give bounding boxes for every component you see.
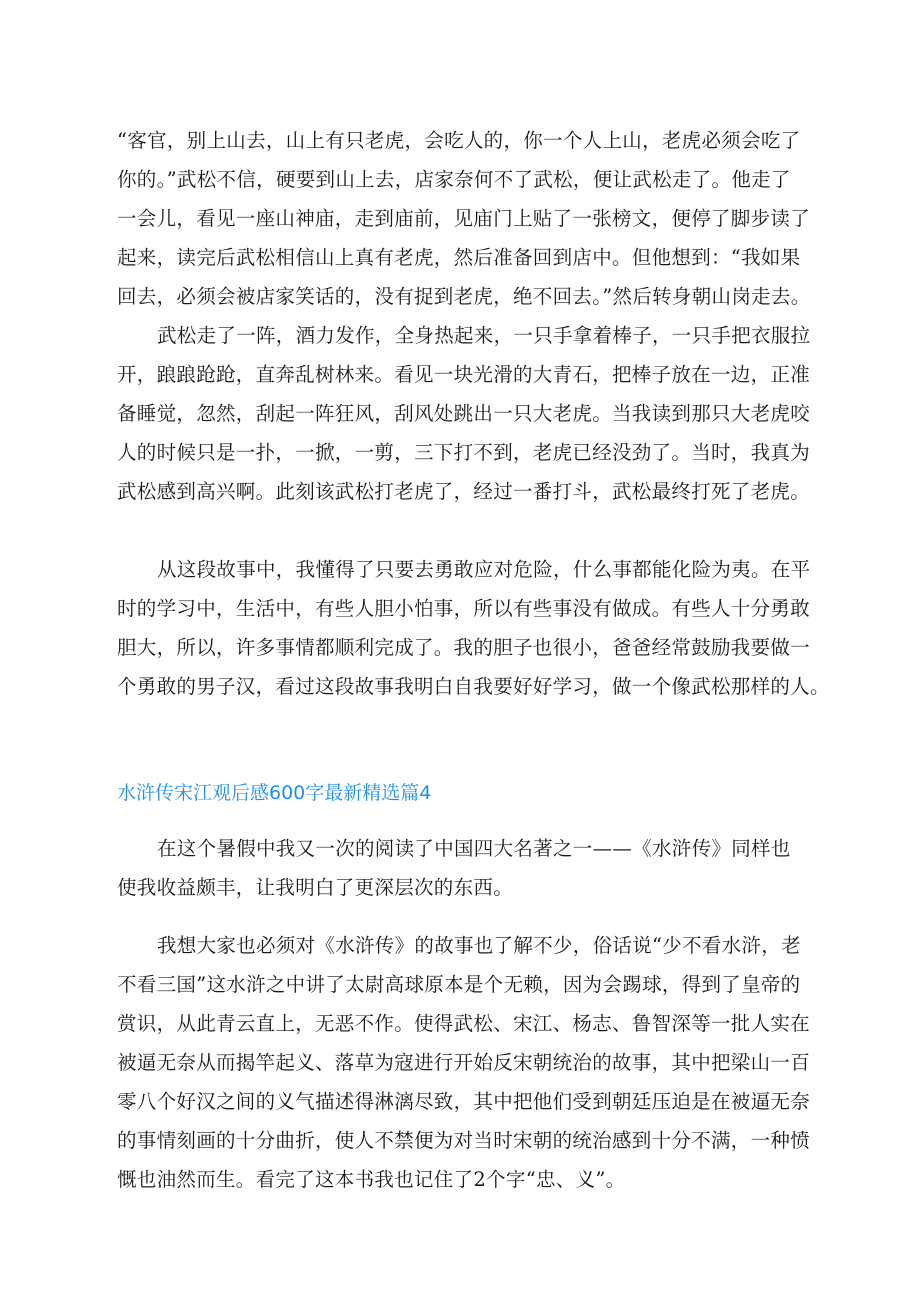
section-heading: 水浒传宋江观后感600字最新精选篇4 [117,782,432,804]
paragraph-tiger-fight [117,316,811,511]
text-line: 人的时候只是一扑，一掀，一剪，三下打不到，老虎已经没劲了。当时，我真为 [117,441,811,464]
text-line: 起来，读完后武松相信山上真有老虎，然后准备回到店中。但他想到：“我如果 [117,246,801,269]
text-line: 一会儿，看见一座山神庙，走到庙前，见庙门上贴了一张榜文，便停了脚步读了 [117,207,811,230]
text-line: 的事情刻画的十分曲折，使人不禁便为对当时宋朝的统治感到十分不满，一种愤 [117,1129,811,1152]
text-line: 我想大家也必须对《水浒传》的故事也了解不少，俗话说“少不看水浒，老 [157,934,801,957]
paragraph-summer-reading [117,829,791,907]
text-line: 时的学习中，生活中，有些人胆小怕事，所以有些事没有做成。有些人十分勇敢 [117,597,811,620]
text-line: 不看三国”这水浒之中讲了太尉高球原本是个无赖，因为会踢球，得到了皇帝的 [117,973,801,996]
text-line: 备睡觉，忽然，刮起一阵狂风，刮风处跳出一只大老虎。当我读到那只大老虎咬 [117,402,811,425]
text-line: 武松感到高兴啊。此刻该武松打老虎了，经过一番打斗，武松最终打死了老虎。 [117,480,811,503]
paragraph-lesson [117,550,830,706]
text-line: 被逼无奈从而揭竿起义、落草为寇进行开始反宋朝统治的故事，其中把梁山一百 [117,1051,811,1074]
text-line: 慨也油然而生。看完了这本书我也记住了2个字“忠、义”。 [117,1168,626,1191]
text-line: 胆大，所以，许多事情都顺利完成了。我的胆子也很小，爸爸经常鼓励我要做一 [117,636,811,659]
paragraph-tavern-warning [117,121,811,316]
text-line: 武松走了一阵，酒力发作，全身热起来，一只手拿着棒子，一只手把衣服拉 [157,324,811,347]
text-line: 零八个好汉之间的义气描述得淋漓尽致，其中把他们受到朝廷压迫是在被逼无奈 [117,1090,811,1113]
text-line: 从这段故事中，我懂得了只要去勇敢应对危险，什么事都能化险为夷。在平 [157,558,811,581]
text-line: 你的。”武松不信，硬要到山上去，店家奈何不了武松，便让武松走了。他走了 [117,168,791,191]
text-line: 在这个暑假中我又一次的阅读了中国四大名著之一——《水浒传》同样也 [157,837,791,860]
text-line: 开，踉踉跄跄，直奔乱树林来。看见一块光滑的大青石，把棒子放在一边，正准 [117,363,811,386]
text-line: “客官，别上山去，山上有只老虎，会吃人的，你一个人上山，老虎必须会吃了 [117,129,801,152]
text-line: 回去，必须会被店家笑话的，没有捉到老虎，绝不回去。”然后转身朝山岗走去。 [117,285,811,308]
text-line: 使我收益颇丰，让我明白了更深层次的东西。 [117,876,514,899]
text-line: 个勇敢的男子汉，看过这段故事我明白自我要好好学习，做一个像武松那样的人。 [117,675,830,698]
paragraph-story-summary [117,926,811,1199]
text-line: 赏识，从此青云直上，无恶不作。使得武松、宋江、杨志、鲁智深等一批人实在 [117,1012,811,1035]
